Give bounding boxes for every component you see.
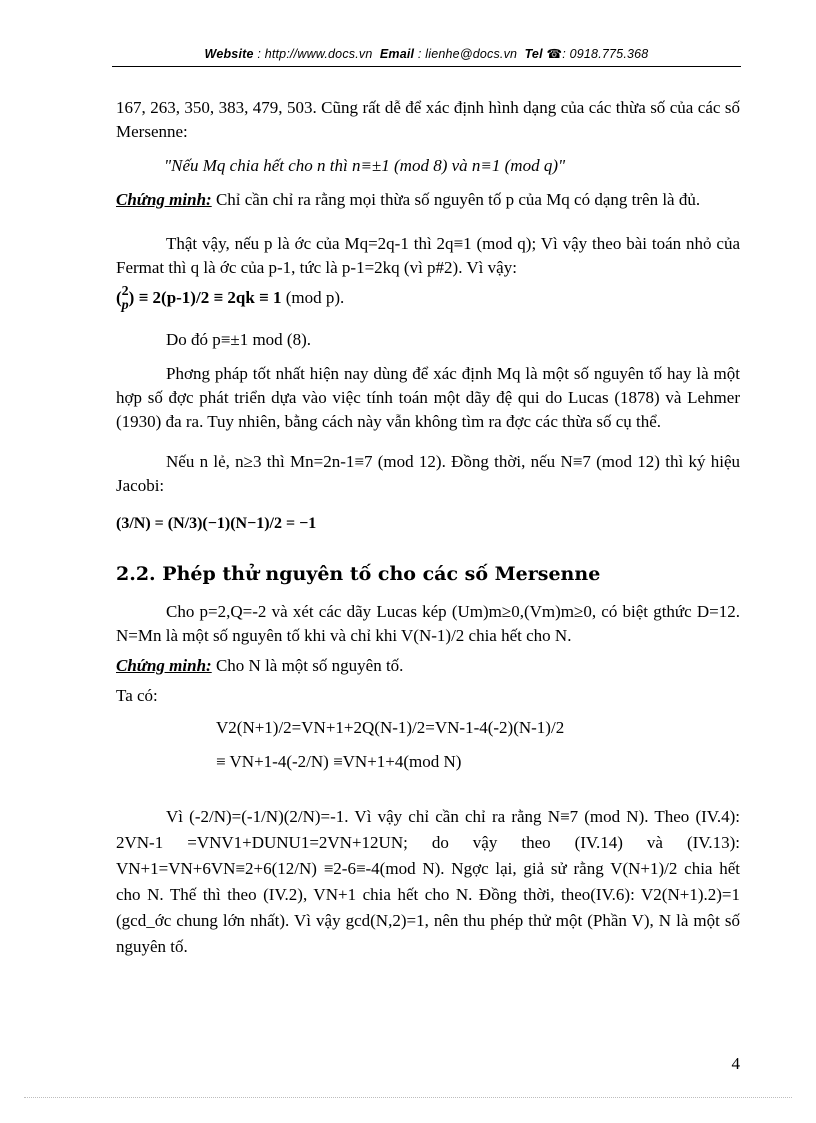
paragraph-theorem: Cho p=2,Q=-2 và xét các dãy Lucas kép (Um)m≥0,(Vm)m≥0, có biệt gthức D=12. N=Mn là một số nguyên tố khi và chỉ khi V(N-1)/2 chia hết cho N. (116, 602, 740, 645)
paragraph-jacobi: Nếu n lẻ, n≥3 thì Mn=2n-1≡7 (mod 12). Đồng thời, nếu N≡7 (mod 12) thì ký hiệu Jacobi: (116, 452, 740, 495)
tel-value: : 0918.775.368 (562, 47, 649, 61)
page-header (112, 46, 741, 61)
proof-label-2: Chứng minh: (116, 656, 212, 675)
page-number: 4 (731, 1054, 740, 1073)
email-label: Email (379, 47, 415, 61)
section-heading: 2.2. Phép thử nguyên tố cho các số Mersenne (116, 563, 601, 585)
proof-text: Chỉ cần chỉ ra rằng mọi thừa số nguyên tố p của Mq có dạng trên là đủ. (211, 190, 701, 209)
paragraph-fermat: Thật vậy, nếu p là ớc của Mq=2q-1 thì 2q≡1 (mod q); Vì vậy theo bài toán nhỏ của Fermat thì q là ớc của p-1, tức là p-1=2kq (vì p#2). Vì vậy: (116, 234, 740, 277)
header-divider (112, 66, 741, 67)
email-value[interactable]: : lienhe@docs.vn (417, 47, 518, 61)
paragraph-lucas: Phơng pháp tốt nhất hiện nay dùng để xác định Mq là một số nguyên tố hay là một hợp số đợc phát triển dựa vào việc tính toán một dãy đệ qui do Lucas (1878) và Lehmer (1930) đa ra. Tuy nhiên, bằng cách này vẫn không tìm ra đợc các thừa số cụ thể. (116, 364, 740, 431)
paragraph-final-proof: Vì (-2/N)=(-1/N)(2/N)=-1. Vì vậy chỉ cần chỉ ra rằng N≡7 (mod N). Theo (IV.4): 2VN-1 =VNV1+DUNU1=2VN+12UN; do vậy theo (IV.14) và (IV.13): VN+1=VN+6VN≡2+6(12/N) ≡2-6≡-4(mod N). Ngợc lại, giả sử rằng V(N+1)/2 chia hết cho N. Thế thì theo (IV.2), VN+1 chia hết cho N. Đồng thời, theo(IV.6): V2(N+1).2)=1 (gcd_ớc chung lớn nhất). Vì vậy gcd(N,2)=1, nên thu phép thử một (Phần V), N là một số nguyên tố. (116, 807, 740, 956)
legendre-fraction: 2 p (121, 284, 129, 314)
mersenne-statement: "Nếu Mq chia hết cho n thì n≡±1 (mod 8) và n≡1 (mod q)" (164, 156, 566, 175)
equation-2: ≡ VN+1-4(-2/N) ≡VN+1+4(mod N) (216, 752, 462, 771)
bottom-divider (24, 1097, 792, 1098)
paragraph-we-have: Ta có: (116, 686, 158, 705)
equation-1: V2(N+1)/2=VN+1+2Q(N-1)/2=VN-1-4(-2)(N-1)/2 (216, 718, 565, 737)
legendre-formula: ( 2 p ) ≡ 2(p-1)/2 ≡ 2qk ≡ 1 (mod p). (116, 284, 345, 314)
website-value[interactable]: : http://www.docs.vn (257, 47, 373, 61)
proof-text-2: Cho N là một số nguyên tố. (211, 656, 404, 675)
website-label: Website (204, 47, 254, 61)
phone-icon: ☎ (546, 47, 563, 61)
jacobi-formula: (3/N) = (N/3)(−1)(N−1)/2 = −1 (116, 515, 317, 532)
paragraph-conclusion: Do đó p≡±1 mod (8). (166, 330, 311, 349)
proof-2 (116, 654, 740, 678)
equation-block (116, 716, 740, 774)
proof-label: Chứng minh: (116, 190, 212, 209)
legendre-mod: (mod p). (281, 288, 345, 307)
proof-1 (116, 188, 740, 212)
document-body (116, 96, 740, 960)
paragraph-intro: 167, 263, 350, 383, 479, 503. Cũng rất dễ để xác định hình dạng của các thừa số của các số Mersenne: (116, 98, 740, 141)
legendre-rhs: ≡ 2(p-1)/2 ≡ 2qk ≡ 1 (138, 288, 282, 307)
tel-label: Tel (524, 47, 543, 61)
